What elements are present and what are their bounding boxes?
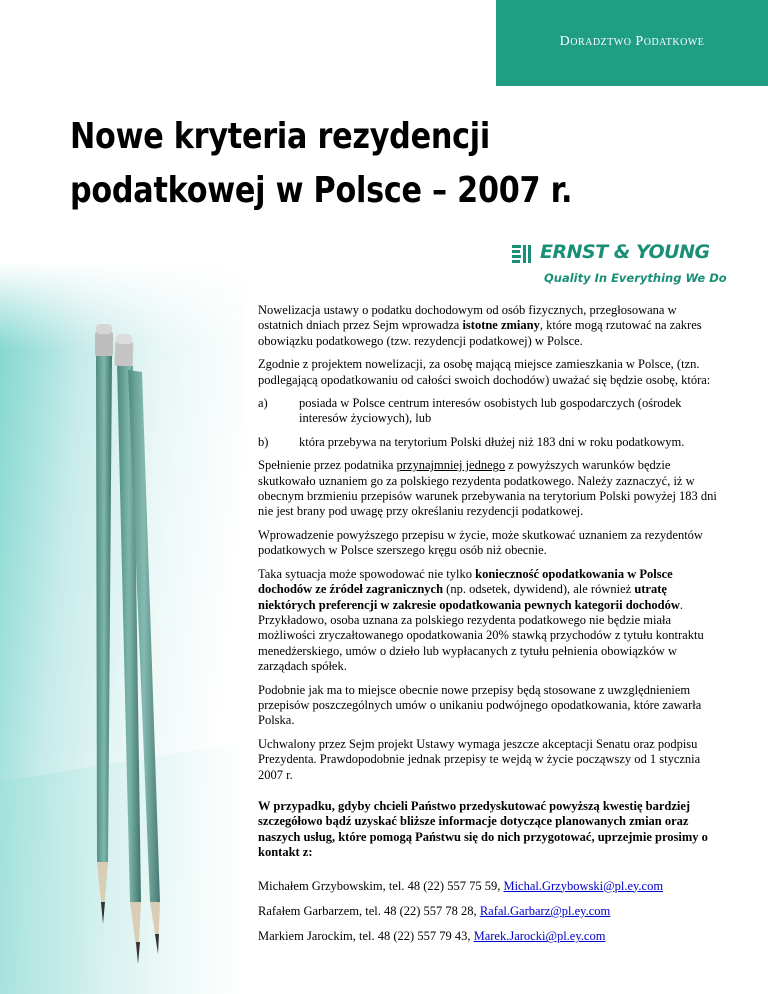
header-band bbox=[496, 0, 768, 86]
contact-line: Michałem Grzybowskim, tel. 48 (22) 557 75 59, Michal.Grzybowski@pl.ey.com bbox=[258, 878, 664, 893]
email-link[interactable]: Michal.Grzybowski@pl.ey.com bbox=[503, 878, 664, 893]
list-item: a) posiada w Polsce centrum interesów osobistych lub gospodarczych (ośrodek interesów życiowych), lub bbox=[258, 396, 682, 426]
paragraph-5: Taka sytuacja może spowodować nie tylko konieczność opodatkowania w Polsce dochodów ze źródeł zagranicznych (np. odsetek, dywidend), ale również utratę niektórych preferencji w zakresie opodatkowania pewnych kategorii dochodów. Przykładowo, osoba uznana za polskiego rezydenta podatkowego nie będzie miała możliwości zryczałtowanego opodatkowania 20% stawką przychodów z tytułu kontraktu menedżerskiego, umów o dzieło lub wypłacanych z tytułu pełnienia obowiązków w zarządach spółek. bbox=[258, 566, 704, 674]
email-link[interactable]: Marek.Jarocki@pl.ey.com bbox=[473, 929, 606, 944]
paragraph-7: Uchwalony przez Sejm projekt Ustawy wymaga jeszcze akceptacji Senatu oraz podpisu Prezydenta. Prawdopodobnie jednak przepisy te wejdą w życie począwszy od 1 stycznia 2007 r. bbox=[258, 736, 701, 782]
ernst-young-logo bbox=[510, 241, 727, 290]
paragraph-4: Wprowadzenie powyższego przepisu w życie, może skutkować uznaniem za rezydentów podatkowych w Polsce szerszego kręgu osób niż obecnie. bbox=[258, 527, 703, 558]
list-marker: b) bbox=[258, 434, 269, 449]
paragraph-6: Podobnie jak ma to miejsce obecnie nowe przepisy będą stosowane z uwzględnieniem przepisów poszczególnych umów o unikaniu podwójnego opodatkowania, które zawarła Polska. bbox=[258, 682, 702, 728]
list-item: b) która przebywa na terytorium Polski dłużej niż 183 dni w roku podatkowym. bbox=[258, 434, 685, 449]
title-line-1: Nowe kryteria rezydencji bbox=[70, 116, 490, 157]
main-content bbox=[258, 303, 722, 955]
paragraph-3: Spełnienie przez podatnika przynajmniej jednego z powyższych warunków będzie skutkowało uznaniem go za polskiego rezydenta podatkowego. Należy zaznaczyć, iż w obecnym brzmieniu przepisów warunek przebywania na terytorium Polski powyżej 183 dni nie jest brany pod uwagę przy określaniu rezydencji podatkowej. bbox=[258, 458, 717, 519]
email-link[interactable]: Rafal.Garbarz@pl.ey.com bbox=[479, 904, 611, 918]
logo-tagline: Quality In Everything We Do bbox=[544, 271, 727, 285]
contact-line: Markiem Jarockim, tel. 48 (22) 557 79 43, Marek.Jarocki@pl.ey.com bbox=[258, 929, 606, 944]
paragraph-2: Zgodnie z projektem nowelizacji, za osobę mającą miejsce zamieszkania w Polsce, (tzn. podlegającą opodatkowaniu od całości swoich dochodów) uważać się będzie osobę, która: bbox=[258, 357, 711, 387]
closing-paragraph: W przypadku, gdyby chcieli Państwo przedyskutować powyższą kwestię bardziej szczegółowo bądź uzyskać bliższe informacje dotyczące planowanych zmian oraz naszych usług, które pomogą Państwu się do nich przygotować, uprzejmie prosimy o kontakt z: bbox=[258, 798, 708, 860]
pencils-image bbox=[0, 262, 246, 994]
ey-logo-icon bbox=[510, 242, 534, 266]
title-line-2: podatkowej w Polsce – 2007 r. bbox=[70, 170, 573, 211]
document-title bbox=[70, 110, 624, 218]
criteria-list bbox=[258, 396, 722, 450]
contact-line: Rafałem Garbarzem, tel. 48 (22) 557 78 28, Rafal.Garbarz@pl.ey.com bbox=[258, 904, 611, 918]
list-marker: a) bbox=[258, 396, 268, 411]
header-label: Doradztwo Podatkowe bbox=[559, 34, 705, 49]
paragraph-1: Nowelizacja ustawy o podatku dochodowym od osób fizycznych, przegłosowana w ostatnich dniach przez Sejm wprowadza istotne zmiany, które mogą rzutować na zakres obowiązku podatkowego (tzw. rezydencji podatkowej) w Polsce. bbox=[258, 303, 702, 348]
logo-name: ERNST & YOUNG bbox=[540, 241, 710, 263]
